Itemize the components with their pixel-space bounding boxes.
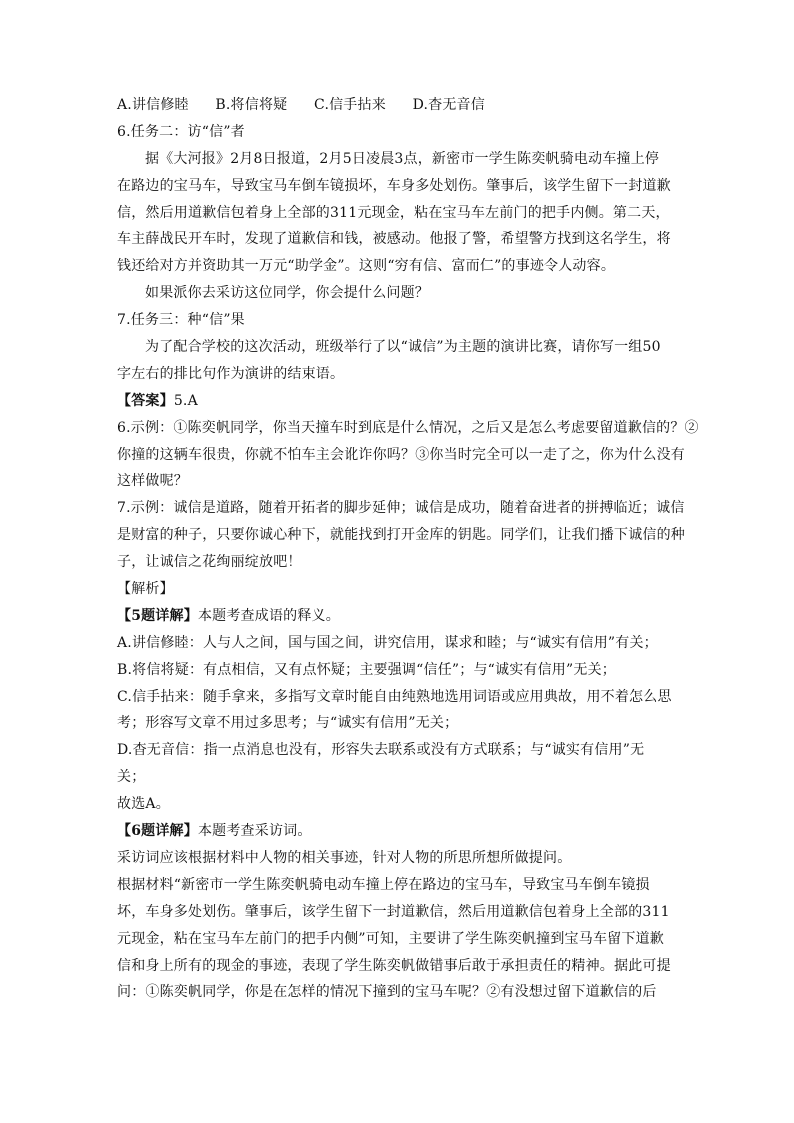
answer-label: 【答案】 bbox=[117, 392, 174, 409]
detail-5-line: D.杳无音信：指一点消息也没有，形容失去联系或没有方式联系；与“诚实有信用”无 bbox=[117, 742, 645, 759]
analysis-label: 【解析】 bbox=[117, 581, 174, 598]
detail-6-line: 根据材料“新密市一学生陈奕帆骑电动车撞上停在路边的宝马车，导致宝马车倒车镜损 bbox=[117, 876, 650, 893]
detail-6-line: 坏，车身多处划伤。肇事后，该学生留下一封道歉信，然后用道歉信包着身上全部的311 bbox=[117, 903, 670, 920]
option-c: C.信手拈来 bbox=[314, 97, 386, 113]
option-a: A.讲信修睦 bbox=[117, 97, 189, 113]
question-6-title: 6.任务二：访“信”者 bbox=[117, 123, 245, 140]
detail-6-label: 【6题详解】 bbox=[117, 823, 198, 840]
detail-5-header bbox=[117, 603, 677, 630]
document-page bbox=[117, 92, 699, 1006]
detail-6-text: 本题考查采访词。 bbox=[197, 823, 312, 840]
detail-5-line: 考；形容写文章不用过多思考；与“诚实有信用”无关； bbox=[117, 715, 459, 732]
passage-line: 车主薛战民开车时，发现了道歉信和钱，被感动。他报了警，希望警方找到这名学生，将 bbox=[117, 231, 671, 248]
answer-6-line: 这样做呢？ bbox=[117, 473, 188, 490]
detail-5-line: 故选A。 bbox=[117, 796, 170, 813]
passage-line: 在路边的宝马车，导致宝马车倒车镜损坏，车身多处划伤。肇事后，该学生留下一封道歉 bbox=[117, 177, 671, 194]
detail-6-header bbox=[117, 818, 677, 845]
question-7-title: 7.任务三：种“信”果 bbox=[117, 312, 245, 329]
answer-line bbox=[117, 388, 677, 415]
passage-line: 钱还给对方并资助其一万元“助学金”。这则“穷有信、富而仁”的事迹令人动容。 bbox=[117, 258, 616, 275]
answer-7-line: 子，让诚信之花绚丽绽放吧！ bbox=[117, 554, 302, 571]
answer-6-line: 6.示例：①陈奕帆同学，你当天撞车时到底是什么情况，之后又是怎么考虑要留道歉信的？② bbox=[117, 419, 699, 436]
detail-5-line: A.讲信修睦：人与人之间，国与国之间，讲究信用，谋求和睦；与“诚实有信用”有关； bbox=[117, 634, 658, 651]
answer-6-line: 你撞的这辆车很贵，你就不怕车主会讹诈你吗？③你当时完全可以一走了之，你为什么没有 bbox=[117, 446, 685, 463]
answer-7-line: 7.示例：诚信是道路，随着开拓者的脚步延伸；诚信是成功，随着奋进者的拼搏临近；诚信 bbox=[117, 500, 685, 517]
options-line bbox=[117, 92, 677, 119]
detail-5-label: 【5题详解】 bbox=[117, 607, 198, 624]
detail-6-line: 信和身上所有的现金的事迹，表现了学生陈奕帆做错事后敢于承担责任的精神。据此可提 bbox=[117, 957, 671, 974]
option-b: B.将信将疑 bbox=[215, 97, 288, 113]
answer-7-line: 是财富的种子，只要你诚心种下，就能找到打开金库的钥匙。同学们，让我们播下诚信的种 bbox=[117, 527, 685, 544]
detail-6-line: 问：①陈奕帆同学，你是在怎样的情况下撞到的宝马车呢？②有没想过留下道歉信的后 bbox=[117, 984, 657, 1001]
passage-line: 据《大河报》2月8日报道，2月5日凌晨3点，新密市一学生陈奕帆骑电动车撞上停 bbox=[145, 150, 660, 167]
detail-5-line: C.信手拈来：随手拿来，多指写文章时能自由纯熟地选用词语或应用典故，用不着怎么思 bbox=[117, 688, 672, 705]
option-d: D.杳无音信 bbox=[412, 97, 485, 113]
detail-6-line: 采访词应该根据材料中人物的相关事迹，针对人物的所思所想所做提问。 bbox=[117, 849, 572, 866]
detail-6-line: 元现金，粘在宝马车左前门的把手内侧”可知，主要讲了学生陈奕帆撞到宝马车留下道歉 bbox=[117, 930, 664, 947]
detail-5-line: 关； bbox=[117, 769, 146, 786]
passage-line: 信，然后用道歉信包着身上全部的311元现金，粘在宝马车左前门的把手内侧。第二天， bbox=[117, 204, 670, 221]
question-7-line: 为了配合学校的这次活动，班级举行了以“诚信”为主题的演讲比赛，请你写一组50 bbox=[145, 339, 661, 356]
detail-5-line: B.将信将疑：有点相信，又有点怀疑；主要强调“信任”；与“诚实有信用”无关； bbox=[117, 661, 616, 678]
question-7-line: 字左右的排比句作为演讲的结束语。 bbox=[117, 365, 345, 382]
question-6-prompt: 如果派你去采访这位同学，你会提什么问题？ bbox=[145, 285, 429, 302]
detail-5-text: 本题考查成语的释义。 bbox=[197, 607, 340, 624]
answer-value: 5.A bbox=[173, 392, 198, 409]
